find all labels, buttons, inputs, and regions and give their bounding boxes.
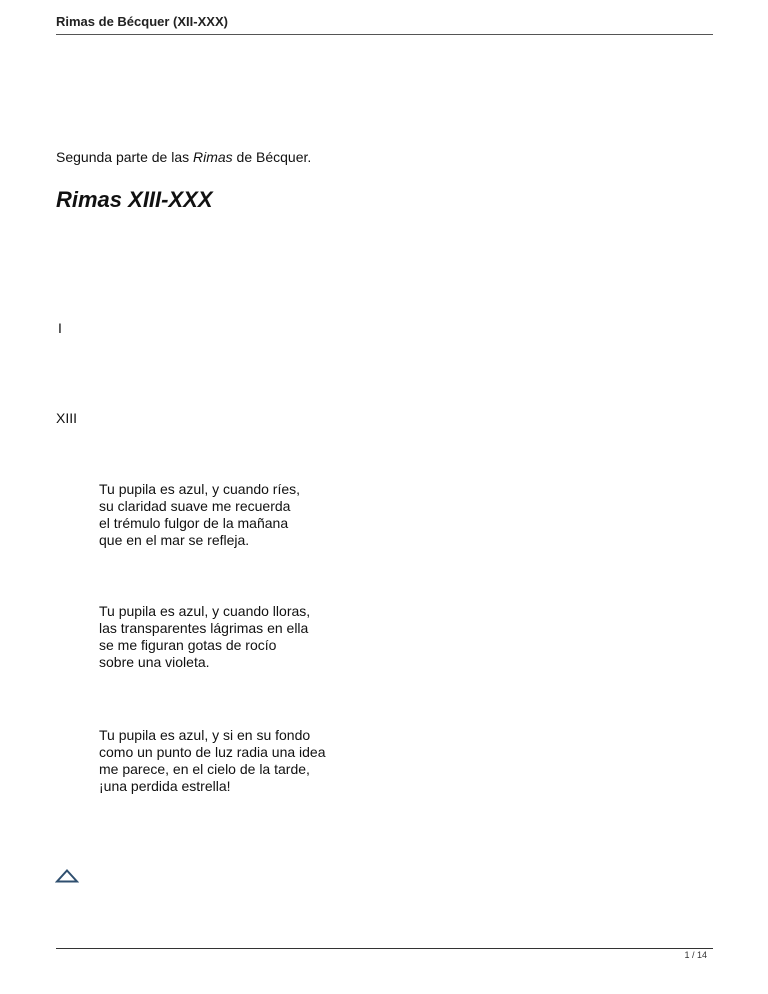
verse-line: sobre una violeta. [99, 654, 210, 670]
page-number: 1 / 14 [684, 950, 707, 960]
verse-line: me parece, en el cielo de la tarde, [99, 761, 310, 777]
verse-line: las transparentes lágrimas en ella [99, 620, 309, 636]
rima-number: XIII [56, 410, 78, 426]
page-title: Rimas XIII-XXX [56, 187, 213, 212]
part-number: I [58, 320, 62, 336]
stanza-2 [99, 603, 310, 671]
footer-divider [56, 948, 713, 949]
back-to-top-link[interactable] [55, 869, 79, 883]
verse-line: se me figuran gotas de rocío [99, 637, 277, 653]
triangle-up-icon [55, 869, 79, 883]
verse-line: como un punto de luz radia una idea [99, 744, 326, 760]
intro-after: de Bécquer. [232, 149, 312, 165]
verse-line: que en el mar se refleja. [99, 532, 250, 548]
page-header-title: Rimas de Bécquer (XII-XXX) [56, 14, 228, 29]
header-divider [56, 34, 713, 35]
stanza-3 [99, 727, 326, 795]
verse-line: Tu pupila es azul, y cuando lloras, [99, 603, 311, 619]
verse-line: ¡una perdida estrella! [99, 778, 231, 794]
intro-before: Segunda parte de las [56, 149, 193, 165]
verse-line: su claridad suave me recuerda [99, 498, 291, 514]
intro-text [56, 149, 311, 165]
verse-line: Tu pupila es azul, y si en su fondo [99, 727, 311, 743]
verse-line: Tu pupila es azul, y cuando ríes, [99, 481, 301, 497]
stanza-1 [99, 481, 300, 549]
verse-line: el trémulo fulgor de la mañana [99, 515, 289, 531]
intro-italic: Rimas [193, 149, 233, 165]
